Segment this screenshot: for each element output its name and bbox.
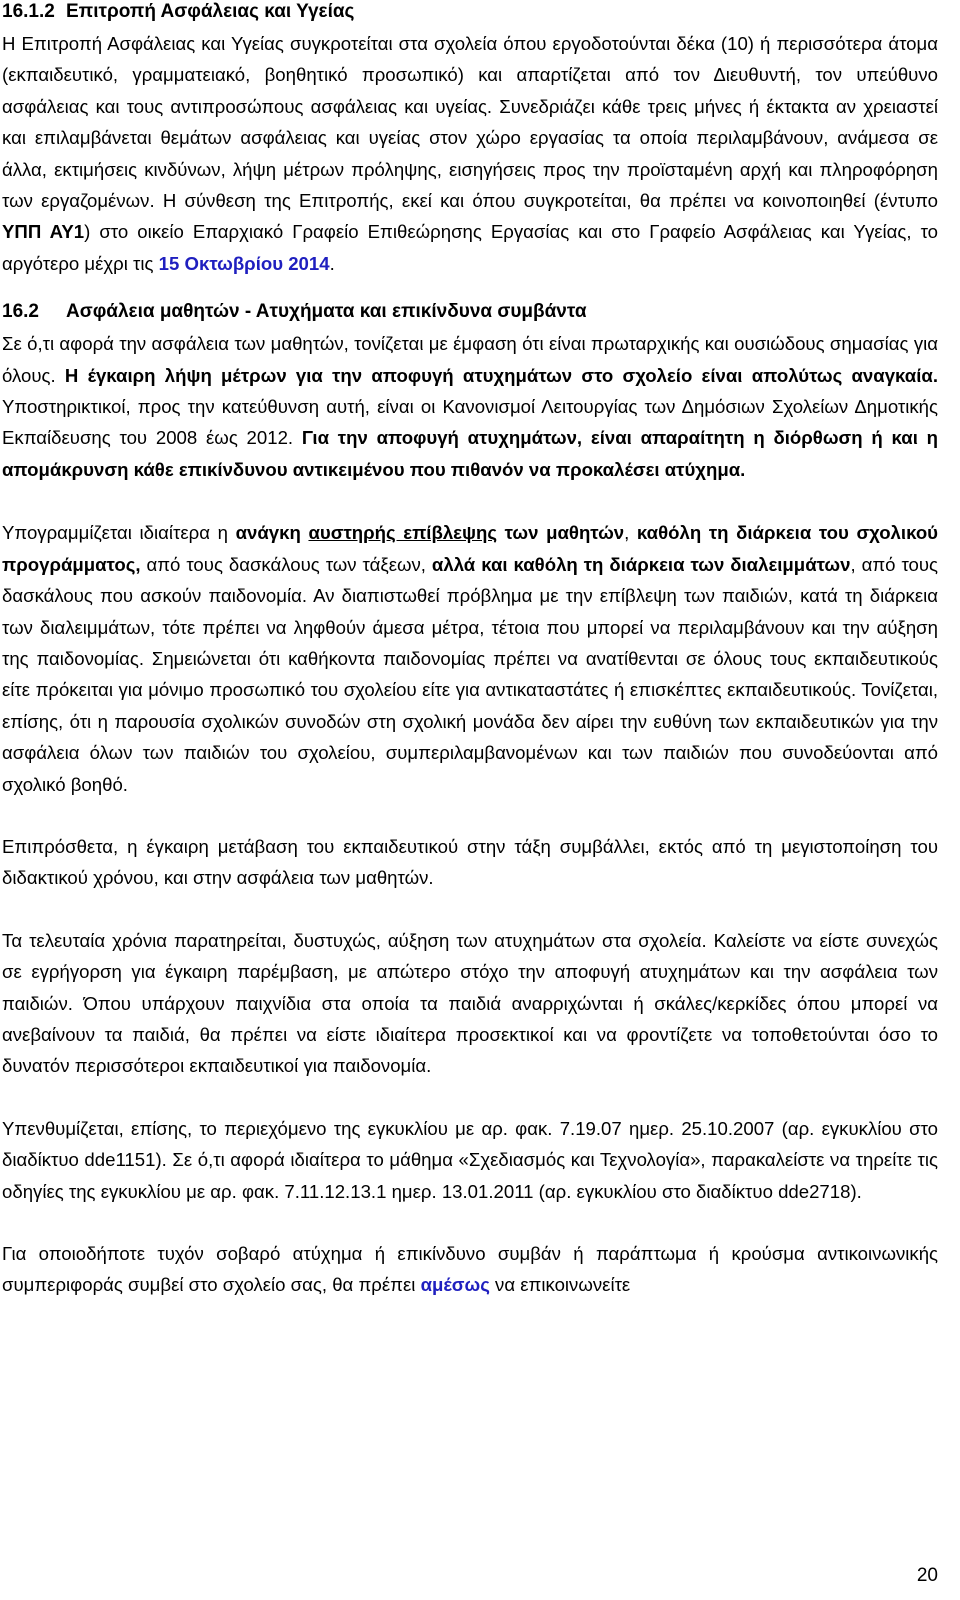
form-code: ΥΠΠ ΑΥ1: [2, 221, 85, 243]
text-run: από τους δασκάλους των τάξεων,: [140, 553, 432, 575]
paragraph-transition: Επιπρόσθετα, η έγκαιρη μετάβαση του εκπαιδευτικού στην τάξη συμβάλλει, εκτός από τη μεγιστοποίηση του διδακτικού χρόνου, και στην ασφάλεια των μαθητών.: [2, 835, 938, 889]
section-heading-16-2: [2, 296, 938, 328]
emphasis-text: αμέσως: [420, 1274, 490, 1296]
bold-text: των μαθητών: [497, 522, 625, 544]
text-run: Σε ό,τι αφορά την ασφάλεια των μαθητών, τονίζεται με έμφαση ότι είναι πρωταρχικής και ουσιώδους σημασίας για όλους.: [2, 333, 938, 386]
bold-text: Η έγκαιρη λήψη μέτρων για την αποφυγή ατυχημάτων στο σχολείο είναι απολύτως αναγκαία.: [64, 364, 938, 386]
underlined-bold-text: αυστηρής επίβλεψης: [308, 522, 498, 544]
paragraph-circular: Υπενθυμίζεται, επίσης, το περιεχόμενο της εγκυκλίου με αρ. φακ. 7.19.07 ημερ. 25.10.2007 (αρ. εγκυκλίου στο διαδίκτυο dde1151). Σε ό,τι αφορά ιδιαίτερα το μάθημα «Σχεδιασμός και Τεχνολογία», παρακαλείστε να τηρείτε τις οδηγίες της εγκυκλίου με αρ. φακ. 7.11.12.13.1 ημερ. 13.01.2011 (αρ. εγκυκλίου στο διαδίκτυο dde2718).: [2, 1117, 938, 1202]
bold-text: Για την αποφυγή ατυχημάτων, είναι απαραίτητη η διόρθωση ή και η απομάκρυνση κάθε επικίνδυνου αντικειμένου που πιθανόν να προκαλέσει ατύχημα.: [2, 427, 938, 480]
paragraph-student-safety: [2, 328, 938, 485]
text-run: , από τους δασκάλους που ασκούν παιδονομία. Αν διαπιστωθεί πρόβλημα με την επίβλεψη των παιδιών, κατά τη διάρκεια των διαλειμμάτων, τότε πρέπει να ληφθούν άμεσα μέτρα, τέτοια που μπορεί να περιλαμβάνουν και την αύξηση της παιδονομίας. Σημειώνεται ότι καθήκοντα παιδονομίας πρέπει να ανατίθενται σε όλους τους εκπαιδευτικούς είτε πρόκειται για μόνιμο προσωπικό του σχολείου είτε για αντικαταστάτες ή επισκέπτες εκπαιδευτικούς. Τονίζεται, επίσης, ότι η παρουσία σχολικών συνοδών στη σχολική μονάδα δεν αίρει την ευθύνη των εκπαιδευτικών για την ασφάλεια όλων των παιδιών του σχολείου, συμπεριλαμβανομένων και των παιδιών που συνοδεύονται από σχολικό βοηθό.: [2, 553, 938, 795]
page-number: 20: [916, 1565, 938, 1586]
bold-text: καθόλη τη διάρκεια του σχολικού προγράμματος,: [2, 522, 938, 575]
text-run: ) στο οικείο Επαρχιακό Γραφείο Επιθεώρησης Εργασίας και στο Γραφείο Ασφάλειας και Υγείας, το αργότερο μέχρι τις: [2, 221, 938, 274]
text-run: να επικοινωνείτε: [489, 1274, 631, 1296]
section-title: Ασφάλεια μαθητών - Ατυχήματα και επικίνδυνα συμβάντα: [66, 301, 587, 323]
text-run: Η Επιτροπή Ασφάλειας και Υγείας συγκροτείται στα σχολεία όπου εργοδοτούνται δέκα (10) ή περισσότερα άτομα (εκπαιδευτικό, γραμματειακό, βοηθητικό προσωπικό) και απαρτίζεται από τον Διευθυντή, τον υπεύθυνο ασφάλειας και τους αντιπροσώπους ασφάλειας και υγείας. Συνεδριάζει κάθε τρεις μήνες ή έκτακτα αν χρειαστεί και επιλαμβάνεται θεμάτων ασφάλειας και υγείας στον χώρο εργασίας τα οποία περιλαμβάνουν, ανάμεσα σε άλλα, εκτιμήσεις κινδύνων, λήψη μέτρων πρόληψης, εισηγήσεις προς την προϊσταμένη αρχή και πληροφόρηση των εργαζομένων. Η σύνθεση της Επιτροπής, εκεί και όπου συγκροτείται, θα πρέπει να κοινοποιηθεί (έντυπο: [2, 33, 938, 212]
deadline-date: 15 Οκτωβρίου 2014: [158, 252, 330, 274]
paragraph-accidents: Τα τελευταία χρόνια παρατηρείται, δυστυχώς, αύξηση των ατυχημάτων στα σχολεία. Καλείστε να είστε συνεχώς σε εγρήγορση για έγκαιρη παρέμβαση, με απώτερο στόχο την αποφυγή ατυχημάτων και την ασφάλεια των παιδιών. Όπου υπάρχουν παιχνίδια στα οποία τα παιδιά αναρριχώνται ή σκάλες/κερκίδες όπου μπορεί να ανεβαίνουν τα παιδιά, θα πρέπει να είστε ιδιαίτερα προσεκτικοί και να φροντίζετε να τοποθετούνται όσο το δυνατόν περισσότεροι εκπαιδευτικοί για παιδονομία.: [2, 929, 938, 1077]
text-run: Για οποιοδήποτε τυχόν σοβαρό ατύχημα ή επικίνδυνο συμβάν ή παράπτωμα ή κρούσμα αντικοινωνικής συμπεριφοράς συμβεί στο σχολείο σας, θα πρέπει: [2, 1243, 938, 1296]
section-number: 16.1.2: [2, 1, 55, 22]
paragraph-supervision: [2, 517, 938, 800]
bold-text: ανάγκη: [235, 522, 309, 544]
paragraph-safety-committee: [2, 28, 938, 279]
section-number: 16.2: [2, 301, 39, 323]
bold-text: αλλά και καθόλη τη διάρκεια των διαλειμμάτων: [431, 553, 851, 575]
section-title: Επιτροπή Ασφάλειας και Υγείας: [66, 1, 355, 22]
paragraph-final: [2, 1238, 938, 1301]
text-run: Υπογραμμίζεται ιδιαίτερα η: [2, 522, 236, 544]
section-heading-16-1-2: [2, 0, 938, 28]
text-run: ,: [624, 522, 637, 544]
text-run: .: [329, 252, 335, 274]
text-run: Υποστηρικτικοί, προς την κατεύθυνση αυτή, είναι οι Κανονισμοί Λειτουργίας των Δημόσιων Σχολείων Δημοτικής Εκπαίδευσης του 2008 έως 2012.: [2, 396, 938, 449]
